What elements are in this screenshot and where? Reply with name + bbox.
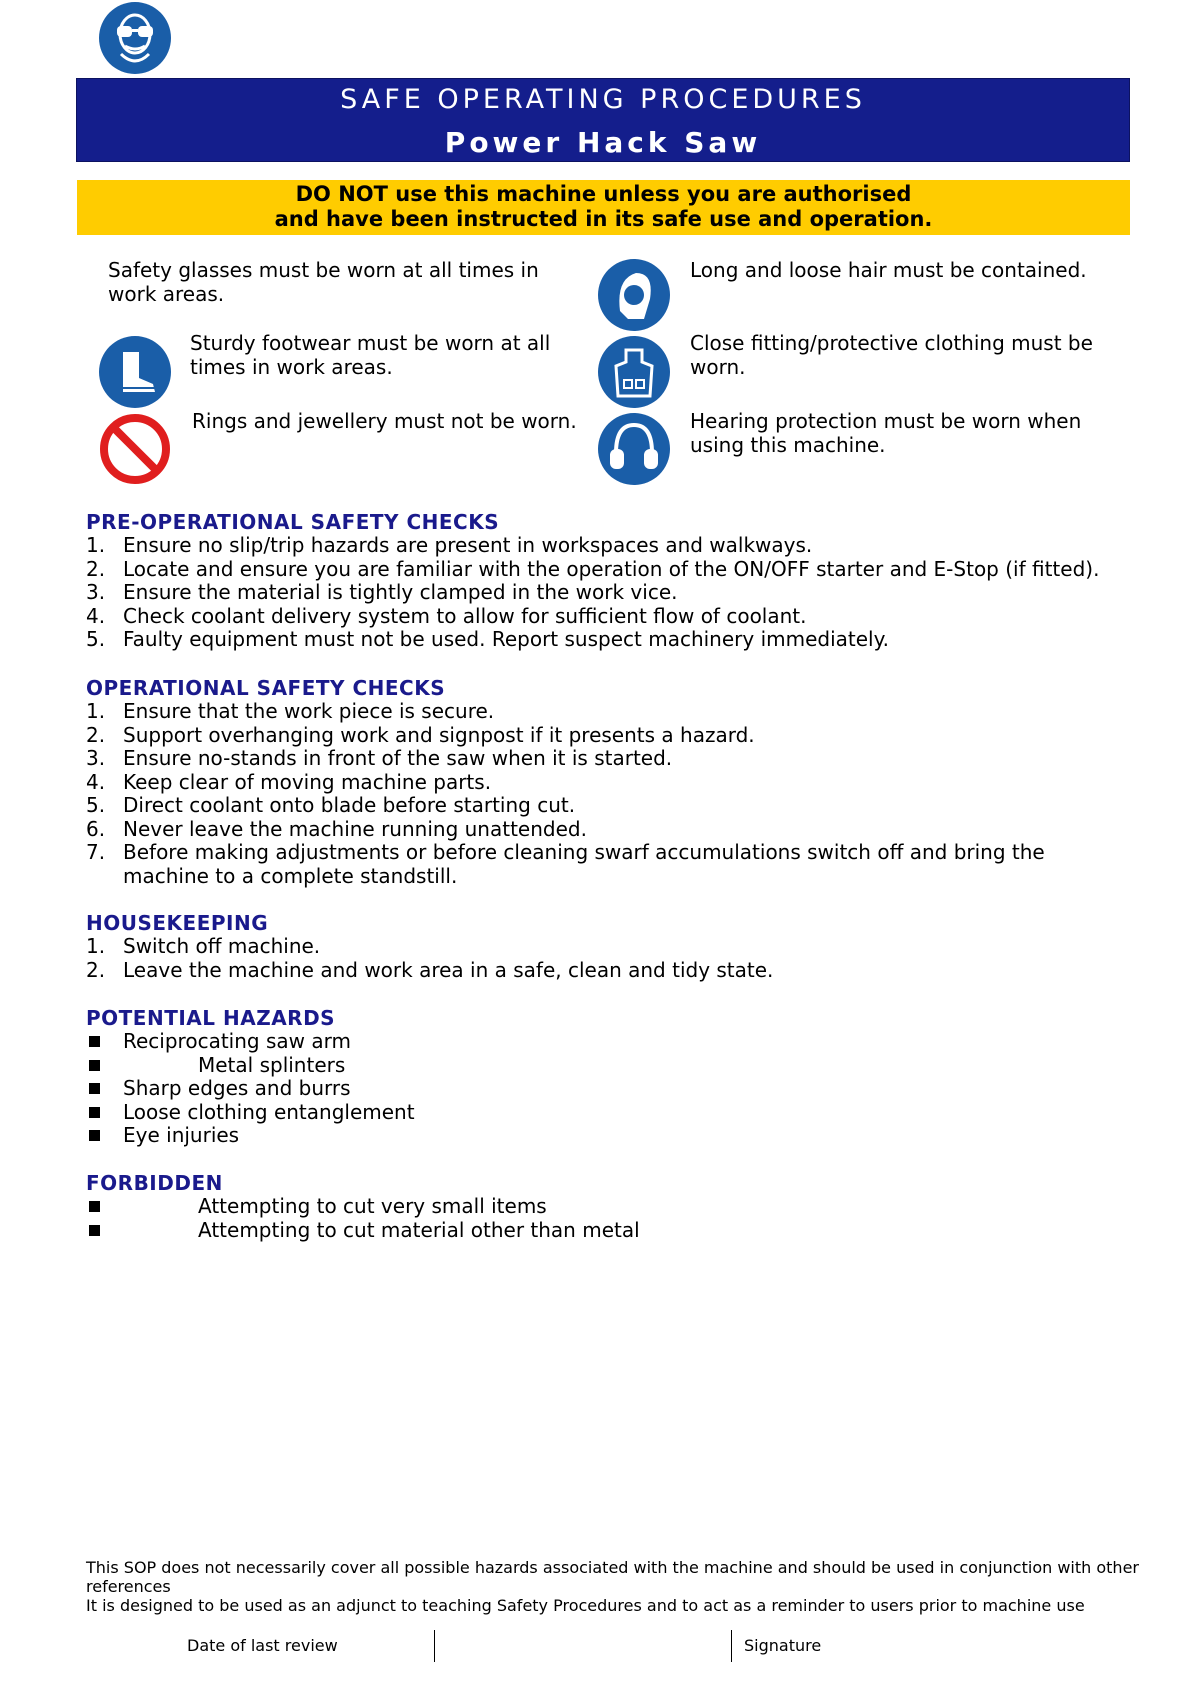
ppe-clothing-text: Close fitting/protective clothing must be worn. <box>690 331 1093 379</box>
list-item: Attempting to cut very small items <box>86 1195 1146 1219</box>
divider <box>731 1630 732 1662</box>
ppe-footwear-text: Sturdy footwear must be worn at all times in work areas. <box>190 331 551 379</box>
bullet-icon <box>89 1225 100 1236</box>
operational-section <box>86 676 1146 888</box>
list-item: Reciprocating saw arm <box>86 1030 1146 1054</box>
list-item: Eye injuries <box>86 1124 1146 1148</box>
bullet-icon <box>89 1060 100 1071</box>
footer-note-2: It is designed to be used as an adjunct to teaching Safety Procedures and to act as a reminder to users prior to machine use <box>86 1596 1085 1615</box>
housekeeping-section <box>86 911 1146 982</box>
list-item: Attempting to cut material other than metal <box>86 1219 1146 1243</box>
list-item: 4. Keep clear of moving machine parts. <box>86 769 492 794</box>
warning-line-1: DO NOT use this machine unless you are authorised <box>295 182 912 206</box>
ppe-rings-text: Rings and jewellery must not be worn. <box>192 409 577 433</box>
divider <box>434 1630 435 1662</box>
apron-icon <box>598 336 670 408</box>
list-item: 1. Ensure that the work piece is secure. <box>86 699 495 723</box>
list-item: 3. Ensure no-stands in front of the saw when it is started. <box>86 746 673 770</box>
ppe-hair-text: Long and loose hair must be contained. <box>690 258 1087 282</box>
section-title: PRE-OPERATIONAL SAFETY CHECKS <box>86 510 500 534</box>
section-title: HOUSEKEEPING <box>86 911 269 935</box>
pre-operational-section <box>86 510 1146 652</box>
ear-muffs-icon <box>598 413 670 485</box>
authorisation-warning <box>77 180 1130 235</box>
bullet-icon <box>89 1083 100 1094</box>
list-item: 4. Check coolant delivery system to allow for sufficient flow of coolant. <box>86 603 807 628</box>
list-item: 5. Faulty equipment must not be used. Report suspect machinery immediately. <box>86 627 889 651</box>
forbidden-section <box>86 1171 1146 1242</box>
footer-disclaimer <box>86 1558 1146 1615</box>
list-item: 2. Support overhanging work and signpost if it presents a hazard. <box>86 722 755 747</box>
list-item: 1. Switch off machine. <box>86 934 321 958</box>
machine-name: Power Hack Saw <box>444 126 762 159</box>
list-item: 5. Direct coolant onto blade before starting cut. <box>86 793 576 817</box>
list-item: 1. Ensure no slip/trip hazards are present in workspaces and walkways. <box>86 533 813 557</box>
bullet-icon <box>89 1036 100 1047</box>
ppe-glasses-text: Safety glasses must be worn at all times in work areas. <box>108 258 539 306</box>
section-title: OPERATIONAL SAFETY CHECKS <box>86 676 446 700</box>
list-item: Loose clothing entanglement <box>86 1101 1146 1125</box>
ppe-hearing-text: Hearing protection must be worn when using this machine. <box>690 409 1082 457</box>
list-item: Sharp edges and burrs <box>86 1077 1146 1101</box>
list-item: 2. Leave the machine and work area in a safe, clean and tidy state. <box>86 957 774 982</box>
list-item: 7. Before making adjustments or before cleaning swarf accumulations switch off and bring the machine to a complete standstill. <box>86 840 1045 888</box>
list-item: 3. Ensure the material is tightly clamped in the work vice. <box>86 580 678 604</box>
list-item: 2. Locate and ensure you are familiar with the operation of the ON/OFF starter and E-Stop (if fitted). <box>86 556 1100 581</box>
title-banner <box>76 78 1130 162</box>
signature-label: Signature <box>744 1636 822 1655</box>
list-item: 6. Never leave the machine running unattended. <box>86 816 587 841</box>
bullet-icon <box>89 1130 100 1141</box>
warning-line-2: and have been instructed in its safe use and operation. <box>274 207 933 231</box>
section-title: FORBIDDEN <box>86 1171 223 1195</box>
safety-glasses-icon <box>99 2 171 74</box>
section-title: POTENTIAL HAZARDS <box>86 1006 336 1030</box>
bullet-icon <box>89 1201 100 1212</box>
hazards-section <box>86 1006 1146 1148</box>
footer-note-1: This SOP does not necessarily cover all possible hazards associated with the machine and should be used in conjunction with other references <box>86 1558 1139 1596</box>
prohibition-icon <box>99 413 171 485</box>
page-title: SAFE OPERATING PROCEDURES <box>340 84 866 115</box>
safety-boot-icon <box>99 336 171 408</box>
hair-net-icon <box>598 259 670 331</box>
review-date-label: Date of last review <box>187 1636 338 1655</box>
list-item: Metal splinters <box>86 1054 1146 1078</box>
bullet-icon <box>89 1107 100 1118</box>
